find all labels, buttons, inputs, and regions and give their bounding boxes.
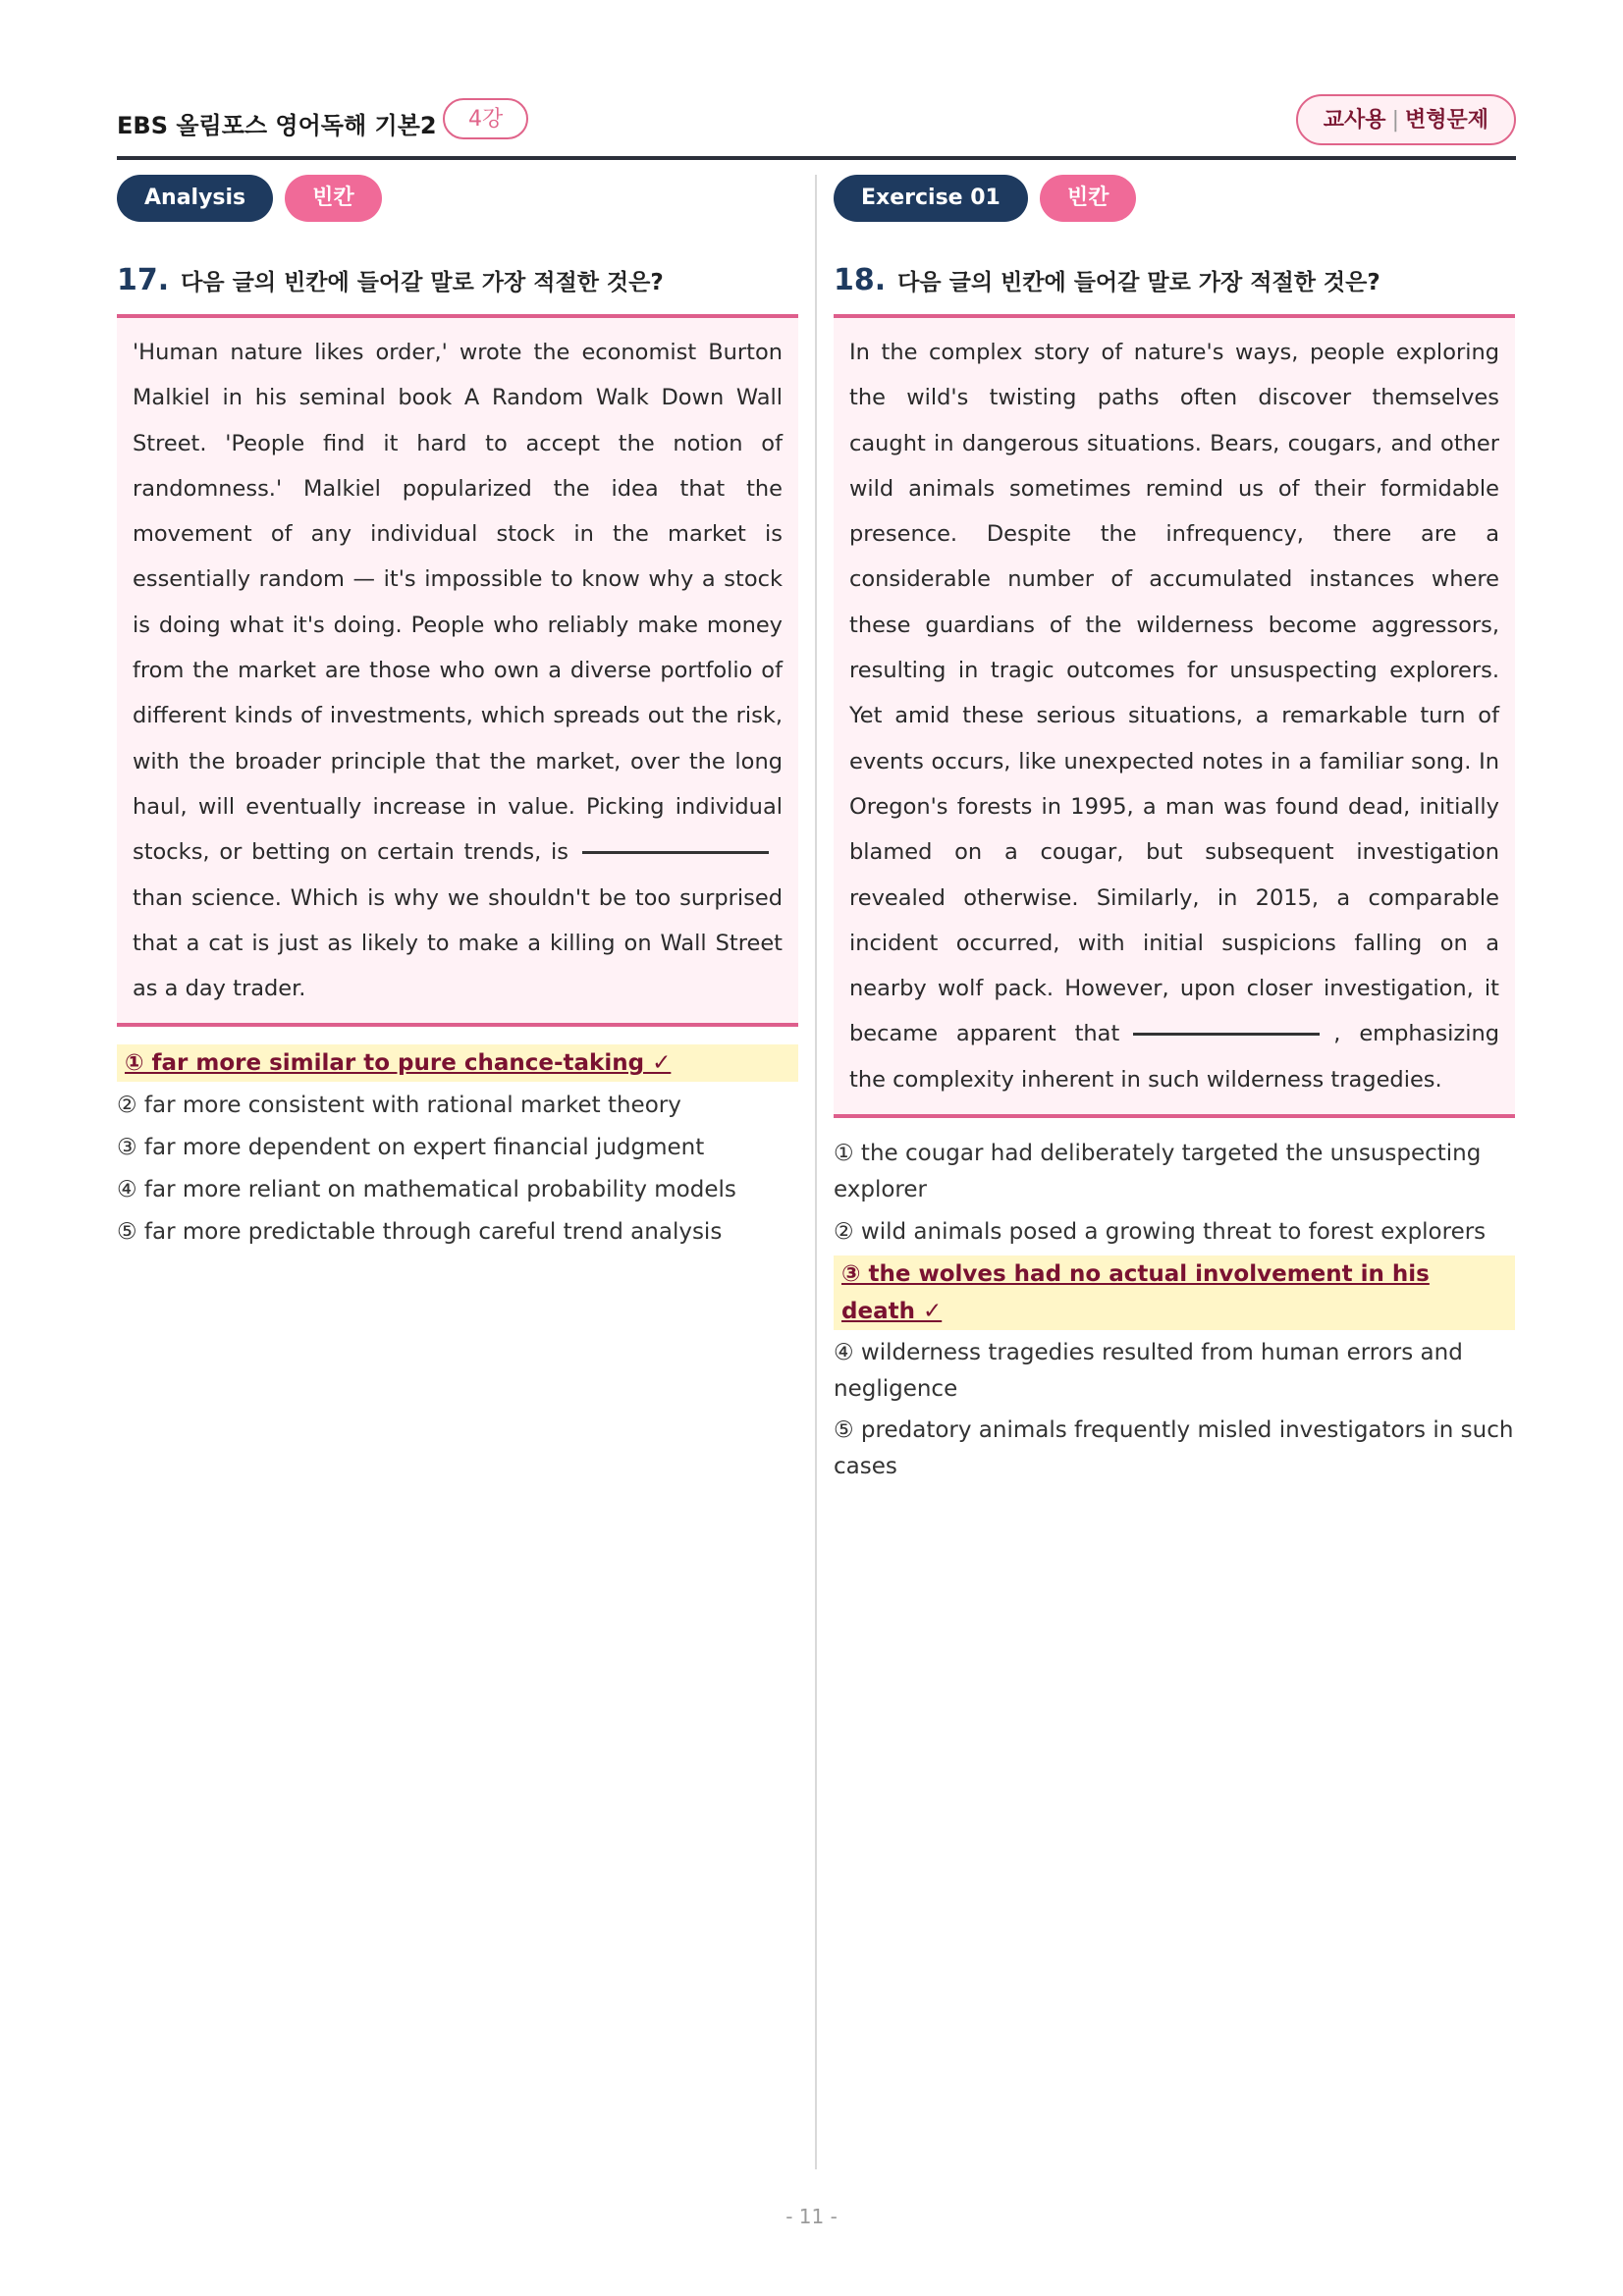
choice[interactable]: ④ far more reliant on mathematical probability models xyxy=(117,1177,736,1203)
teacher-edition-badge xyxy=(1296,94,1516,145)
answer-blank xyxy=(582,851,769,854)
answer-choices xyxy=(117,1044,798,1251)
question-number: 18. xyxy=(834,263,887,297)
question-number: 17. xyxy=(117,263,170,297)
answer-choices xyxy=(834,1136,1515,1485)
choice-correct[interactable]: ① far more similar to pure chance-taking ✓ xyxy=(117,1044,798,1082)
passage-text-after: , emphasizing the complexity inherent in such wilderness tragedies. xyxy=(849,1021,1499,1093)
question-heading xyxy=(834,263,1515,302)
column-divider xyxy=(815,175,817,2169)
page-number: - 11 - xyxy=(785,2205,838,2228)
passage-text-before: 'Human nature likes order,' wrote the economist Burton Malkiel in his seminal book A Random Walk Down Wall Street. 'People find it hard to accept the notion of randomness.' Malkiel popularized the idea that the movement of any individual stock in the market is essentially random — it's impossible to know why a stock is doing what it's doing. People who reliably make money from the market are those who own a diverse portfolio of different kinds of investments, which spreads out the risk, with the broader principle that the market, over the long haul, will eventually increase in value. Picking individual stocks, or betting on certain trends, is xyxy=(133,340,783,866)
section-tag: Analysis xyxy=(117,175,273,222)
page-header xyxy=(117,96,1516,159)
left-column xyxy=(117,175,798,1255)
right-column xyxy=(834,175,1515,1490)
left-tags xyxy=(117,175,798,222)
question-prompt: 다음 글의 빈칸에 들어갈 말로 가장 적절한 것은? xyxy=(897,270,1380,295)
choice[interactable]: ① the cougar had deliberately targeted the unsuspecting explorer xyxy=(834,1141,1482,1203)
question-heading xyxy=(117,263,798,302)
type-tag: 빈칸 xyxy=(1040,175,1137,222)
header-rule xyxy=(117,156,1516,160)
choice[interactable]: ⑤ predatory animals frequently misled investigators in such cases xyxy=(834,1417,1514,1480)
choice-correct[interactable]: ③ the wolves had no actual involvement in his death ✓ xyxy=(834,1255,1515,1330)
book-title: EBS 올림포스 영어독해 기본2 xyxy=(117,112,437,139)
choice[interactable]: ② far more consistent with rational market theory xyxy=(117,1093,681,1119)
passage-rule xyxy=(834,1114,1515,1118)
question-prompt: 다음 글의 빈칸에 들어갈 말로 가장 적절한 것은? xyxy=(181,270,664,295)
badge-separator: | xyxy=(1391,108,1399,133)
passage-text-before: In the complex story of nature's ways, people exploring the wild's twisting paths often discover themselves caught in dangerous situations. Bears, cougars, and other wild animals sometimes remind us of their formidable presence. Despite the infrequency, there are a considerable number of accumulated instances where these guardians of the wilderness become aggressors, resulting in tragic outcomes for unsuspecting explorers. Yet amid these serious situations, a remarkable turn of events occurs, like unexpected notes in a familiar song. In Oregon's forests in 1995, a man was found dead, initially blamed on a cougar, but subsequent investigation revealed otherwise. Similarly, in 2015, a comparable incident occurred, with initial suspicions falling on a nearby wolf pack. However, upon closer investigation, it became apparent that xyxy=(849,340,1499,1047)
choice[interactable]: ⑤ far more predictable through careful trend analysis xyxy=(117,1219,723,1246)
right-tags xyxy=(834,175,1515,222)
answer-blank xyxy=(1133,1033,1320,1036)
variant-label: 변형문제 xyxy=(1404,108,1488,133)
teacher-label: 교사용 xyxy=(1323,108,1386,133)
lesson-badge: 4강 xyxy=(443,98,528,139)
type-tag: 빈칸 xyxy=(285,175,382,222)
passage xyxy=(117,318,798,1023)
choice[interactable]: ③ far more dependent on expert financial judgment xyxy=(117,1135,705,1161)
choice[interactable]: ② wild animals posed a growing threat to forest explorers xyxy=(834,1219,1487,1246)
section-tag: Exercise 01 xyxy=(834,175,1028,222)
passage xyxy=(834,318,1515,1114)
choice[interactable]: ④ wilderness tragedies resulted from human errors and negligence xyxy=(834,1340,1463,1403)
passage-text-after: than science. Which is why we shouldn't be too surprised that a cat is just as likely to make a killing on Wall Street as a day trader. xyxy=(133,884,783,1002)
passage-rule xyxy=(117,1023,798,1027)
